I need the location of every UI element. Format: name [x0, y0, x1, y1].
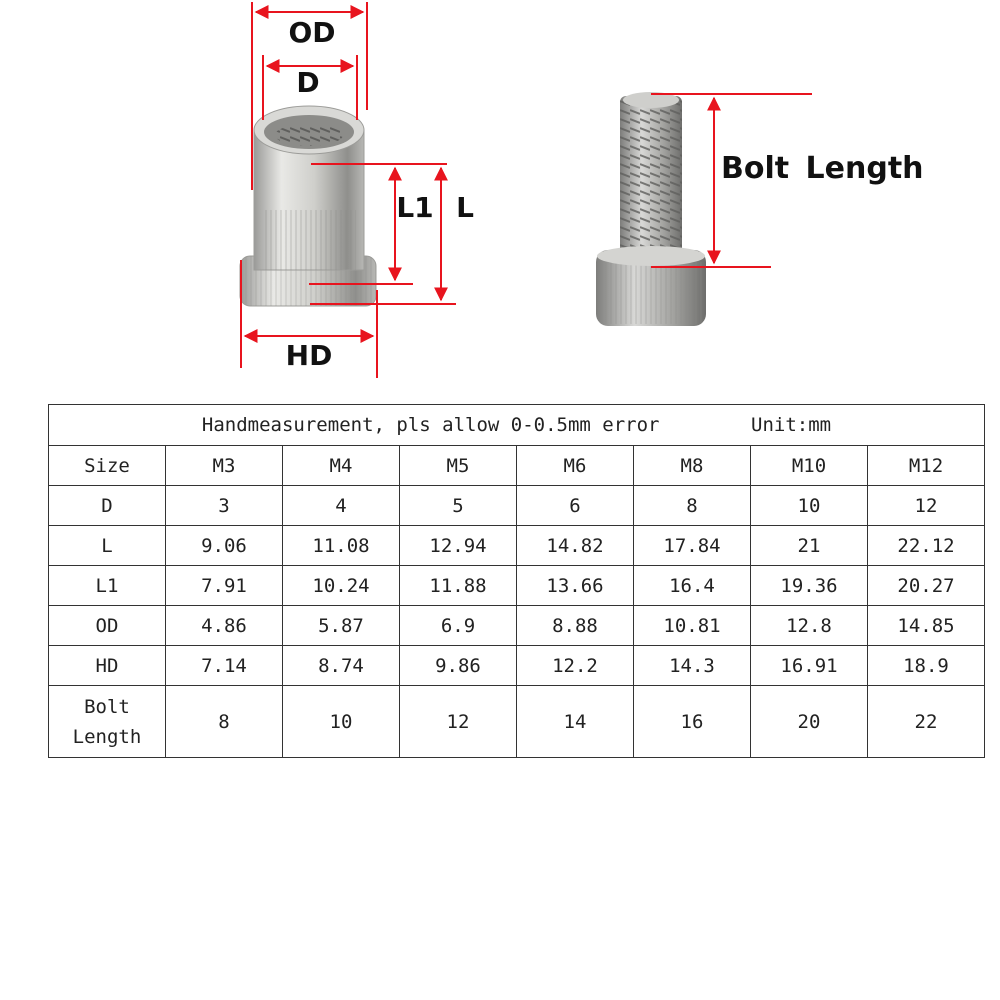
table-cell: 14.85: [868, 606, 985, 646]
l1-label: L1: [396, 191, 434, 224]
size-header: M5: [400, 446, 517, 486]
row-label: Size: [49, 446, 166, 486]
table-header-row: [49, 446, 985, 486]
table-cell: 21: [751, 526, 868, 566]
table-cell: 12.2: [517, 646, 634, 686]
table-cell: 17.84: [634, 526, 751, 566]
table-cell: 8.74: [283, 646, 400, 686]
table-cell: 5.87: [283, 606, 400, 646]
table-cell: 20: [751, 686, 868, 758]
table-cell: 19.36: [751, 566, 868, 606]
table-cell: 12: [868, 486, 985, 526]
table-cell: 11.88: [400, 566, 517, 606]
table-cell: 10: [283, 686, 400, 758]
table-cell: 10: [751, 486, 868, 526]
table-row: [49, 486, 985, 526]
table-cell: 13.66: [517, 566, 634, 606]
table-cell: 4.86: [166, 606, 283, 646]
row-label: OD: [49, 606, 166, 646]
table-cell: 6.9: [400, 606, 517, 646]
table-cell: 9.06: [166, 526, 283, 566]
row-label-line: Length: [72, 725, 142, 748]
table-row: [49, 526, 985, 566]
size-header: M6: [517, 446, 634, 486]
table-cell: 7.91: [166, 566, 283, 606]
table-cell: 16.91: [751, 646, 868, 686]
hd-label: HD: [285, 339, 333, 372]
table-cell: 12.8: [751, 606, 868, 646]
table-cell: 18.9: [868, 646, 985, 686]
table-cell: 3: [166, 486, 283, 526]
row-label: L: [49, 526, 166, 566]
table-cell: 22.12: [868, 526, 985, 566]
table-row-bolt-length: [49, 686, 985, 758]
size-header: M8: [634, 446, 751, 486]
table-cell: 9.86: [400, 646, 517, 686]
table-cell: 11.08: [283, 526, 400, 566]
table-note-row: [49, 405, 985, 446]
unit-note: Unit:mm: [751, 414, 832, 436]
measurement-note: Handmeasurement, pls allow 0-0.5mm error: [201, 414, 660, 436]
l-label: L: [456, 191, 474, 224]
row-label: L1: [49, 566, 166, 606]
size-header: M12: [868, 446, 985, 486]
table-cell: 10.24: [283, 566, 400, 606]
row-label: [49, 686, 166, 758]
row-label-line: Bolt: [84, 695, 130, 718]
table-cell: 20.27: [868, 566, 985, 606]
table-cell: 14: [517, 686, 634, 758]
rivet-nut-image: [240, 106, 376, 306]
table-cell: 10.81: [634, 606, 751, 646]
table-cell: 14.82: [517, 526, 634, 566]
table-row: [49, 606, 985, 646]
size-header: M4: [283, 446, 400, 486]
row-label: HD: [49, 646, 166, 686]
table-cell: 5: [400, 486, 517, 526]
spec-table: [48, 404, 985, 758]
table-cell: 22: [868, 686, 985, 758]
table-cell: 16.4: [634, 566, 751, 606]
table-cell: 8: [166, 686, 283, 758]
row-label: D: [49, 486, 166, 526]
table-row: [49, 566, 985, 606]
od-label: OD: [288, 16, 336, 49]
bolt-image: [596, 92, 706, 326]
table-cell: 14.3: [634, 646, 751, 686]
table-cell: 4: [283, 486, 400, 526]
table-cell: 12.94: [400, 526, 517, 566]
size-header: M10: [751, 446, 868, 486]
table-note-cell: [49, 405, 985, 446]
table-cell: 7.14: [166, 646, 283, 686]
table-cell: 16: [634, 686, 751, 758]
table-cell: 6: [517, 486, 634, 526]
bolt-length-label: Bolt Length: [721, 151, 924, 186]
dimension-diagram: [0, 0, 1000, 400]
d-label: D: [296, 66, 320, 99]
table-cell: 12: [400, 686, 517, 758]
table-cell: 8: [634, 486, 751, 526]
table-row: [49, 646, 985, 686]
table-cell: 8.88: [517, 606, 634, 646]
size-header: M3: [166, 446, 283, 486]
